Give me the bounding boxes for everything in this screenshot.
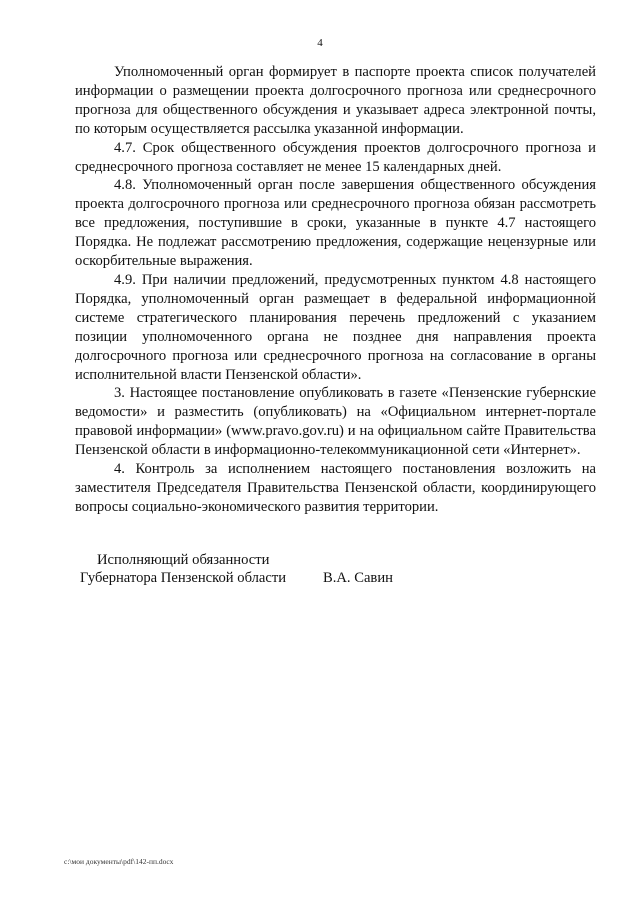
paragraph-3-publication: 3. Настоящее постановление опубликовать в газете «Пензенские губернские ведомости» и разместить (опубликовать) на «Официальном интернет-портале правовой информации» (www.pravo.gov.ru) и на официальном сайте Правительства Пензенской области в информационно-телекоммуникационной сети «Интернет». xyxy=(75,385,596,459)
paragraph-4-7: 4.7. Срок общественного обсуждения проектов долгосрочного прогноза и среднесрочного прогноза составляет не менее 15 календарных дней. xyxy=(75,139,596,175)
paragraph-recipients-list: Уполномоченный орган формирует в паспорте проекта список получателей информации о размещении проекта долгосрочного прогноза или среднесрочного прогноза для общественного обсуждения и указывает адреса электронной почты, по которым осуществляется рассылка указанной информации. xyxy=(75,64,596,137)
signatory-title-line-1: Исполняющий обязанности xyxy=(97,552,270,568)
paragraph-4-8: 4.8. Уполномоченный орган после завершения общественного обсуждения проекта долгосрочного прогноза или среднесрочного прогноза обязан рассмотреть все предложения, поступившие в сроки, указанные в пункте 4.7 настоящего Порядка. Не подлежат рассмотрению предложения, содержащие нецензурные или оскорбительные выражения. xyxy=(75,177,596,270)
paragraph-4-control: 4. Контроль за исполнением настоящего постановления возложить на заместителя Председателя Правительства Пензенской области, координирующего вопросы социально-экономического развития территории. xyxy=(75,461,596,515)
page-number: 4 xyxy=(317,37,323,49)
file-path-footer: c:\мои документы\pdf\142-пп.docx xyxy=(64,857,174,866)
signatory-title-line-2: Губернатора Пензенской области xyxy=(80,570,287,586)
paragraph-4-9: 4.9. При наличии предложений, предусмотренных пунктом 4.8 настоящего Порядка, уполномоченный орган размещает в федеральной информационной системе стратегического планирования перечень предложений с указанием позиции уполномоченного органа не позднее дня направления проекта долгосрочного прогноза или среднесрочного прогноза на согласование в органы исполнительной власти Пензенской области». xyxy=(75,271,596,383)
document-body xyxy=(75,63,596,517)
signatory-name: В.А. Савин xyxy=(323,570,393,586)
